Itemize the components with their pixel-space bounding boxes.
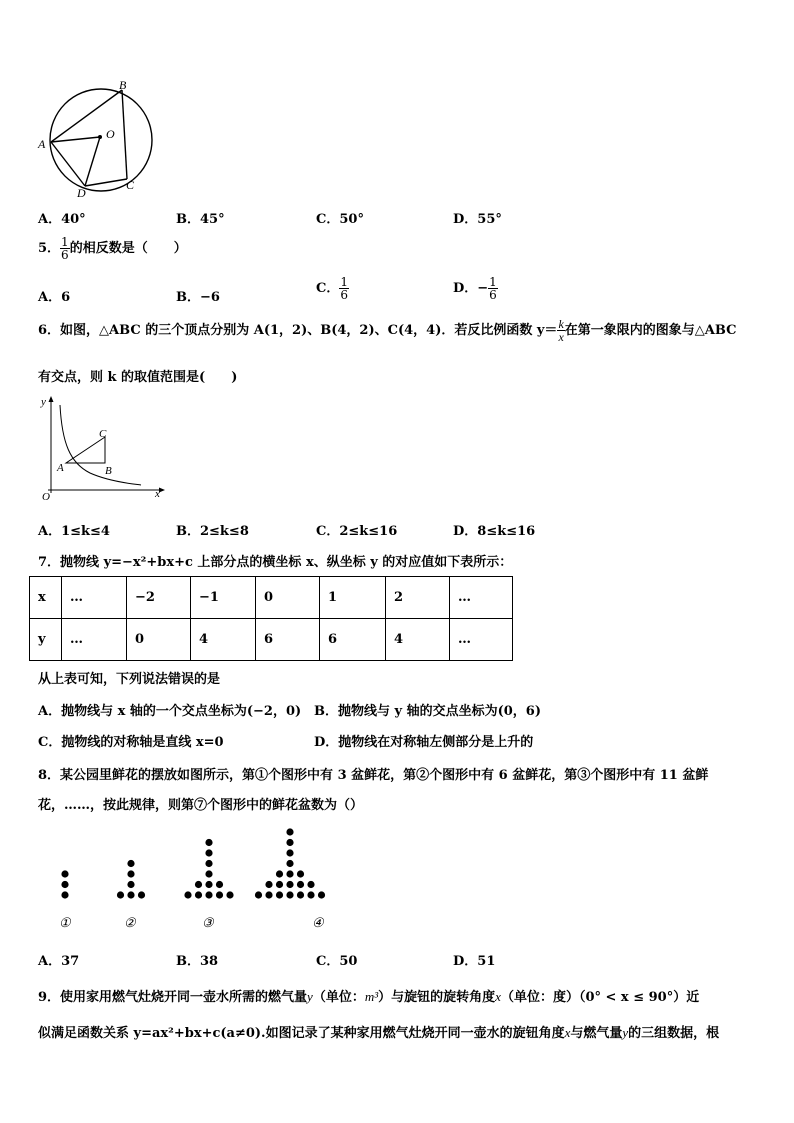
- flower-dot: [117, 891, 124, 898]
- label-c: C: [126, 178, 135, 192]
- table-cell: 2: [386, 577, 450, 619]
- label-d: D: [77, 186, 86, 200]
- flower-dot: [307, 891, 314, 898]
- flower-dot: [318, 891, 325, 898]
- flower-dots-figure: [40, 815, 350, 935]
- flower-dot: [276, 881, 283, 888]
- triangle-abc: [66, 437, 105, 463]
- label-b: B: [105, 465, 112, 477]
- flower-dot: [216, 881, 223, 888]
- flower-dot: [286, 891, 293, 898]
- segment-ob: [122, 90, 127, 179]
- figure-label-2: ②: [124, 915, 136, 930]
- flower-dot: [205, 891, 212, 898]
- label-o: O: [42, 491, 50, 503]
- q6-option-b[interactable]: B．2≤k≤8: [176, 524, 249, 539]
- label-y: y: [41, 396, 46, 408]
- q5-option-c[interactable]: C． $\frac{1}{6}$: [316, 275, 348, 302]
- label-a: A: [57, 462, 64, 474]
- flower-dot: [297, 891, 304, 898]
- table-cell: 6: [256, 619, 320, 661]
- q5-fraction: $\frac{1}{6}$: [61, 235, 69, 262]
- q4-option-d[interactable]: D．55°: [453, 212, 502, 227]
- flower-dot: [127, 891, 134, 898]
- table-cell: 1: [320, 577, 386, 619]
- label-x: x: [155, 488, 160, 500]
- q4-option-a[interactable]: A．40°: [38, 212, 86, 227]
- flower-dot: [61, 870, 68, 877]
- figure-label-1: ①: [59, 915, 71, 930]
- flower-dot: [195, 891, 202, 898]
- flower-dot: [265, 891, 272, 898]
- q7-option-a[interactable]: A．抛物线与 x 轴的一个交点坐标为(−2，0): [38, 704, 302, 719]
- flower-dot: [297, 870, 304, 877]
- q6-option-c[interactable]: C．2≤k≤16: [316, 524, 398, 539]
- q5-option-d[interactable]: D．− $\frac{1}{6}$: [453, 275, 497, 302]
- label-b: B: [119, 78, 127, 92]
- flower-dot: [205, 860, 212, 867]
- flower-dot: [276, 870, 283, 877]
- y-axis-arrow: [49, 396, 54, 402]
- radius-oa: [51, 137, 100, 142]
- hyperbola-curve: [60, 405, 141, 485]
- flower-dot: [226, 891, 233, 898]
- figure-label-4: ④: [312, 915, 324, 930]
- var-y: y: [307, 989, 313, 1004]
- circle-figure: [34, 76, 164, 201]
- q8-option-c[interactable]: C．50: [316, 954, 358, 969]
- q8-option-d[interactable]: D．51: [453, 954, 496, 969]
- figure-label-3: ③: [202, 915, 214, 930]
- x-axis-arrow: [159, 488, 165, 493]
- table-cell: 6: [320, 619, 386, 661]
- q5-option-a[interactable]: A．6: [38, 290, 71, 305]
- q7-option-b[interactable]: B．抛物线与 y 轴的交点坐标为(0，6): [314, 704, 541, 719]
- flower-dot: [286, 849, 293, 856]
- q5-number: 5．: [38, 241, 61, 256]
- table-cell: −1: [191, 577, 256, 619]
- var-y-2: y: [622, 1025, 629, 1040]
- question-9-line-2: 似满足函数关系 y=ax²+bx+c(a≠0).如图记录了某种家用燃气灶烧开同一壶水的旋钮角度x与燃气量y的三组数据，根: [38, 1025, 720, 1041]
- var-x-2: x: [564, 1025, 571, 1040]
- flower-dot: [127, 870, 134, 877]
- unit: m³: [364, 989, 379, 1004]
- q8-option-a[interactable]: A．37: [38, 954, 80, 969]
- flower-dot: [61, 891, 68, 898]
- value-table: [29, 576, 513, 661]
- table-cell: 4: [386, 619, 450, 661]
- question-6-line-1: 6．如图，△ABC 的三个顶点分别为 A(1，2)、B(4，2)、C(4，4)．若反比例函数 y＝ $\frac{k}{x}$ 在第一象限内的图象与△ABC: [38, 317, 737, 344]
- flower-dot: [286, 839, 293, 846]
- table-cell: …: [450, 577, 513, 619]
- q5-option-c-fraction: $\frac{1}{6}$: [340, 275, 348, 302]
- table-cell: y: [30, 619, 62, 661]
- flower-dot: [205, 839, 212, 846]
- var-x: x: [495, 989, 501, 1004]
- label-o: O: [106, 127, 115, 141]
- q8-option-b[interactable]: B．38: [176, 954, 219, 969]
- flower-dot: [297, 881, 304, 888]
- flower-dot: [184, 891, 191, 898]
- label-a: A: [38, 137, 46, 151]
- q6-option-a[interactable]: A．1≤k≤4: [38, 524, 110, 539]
- question-6-line-2: 有交点，则 k 的取值范围是( ): [38, 370, 238, 385]
- table-cell: −2: [127, 577, 191, 619]
- flower-dot: [286, 870, 293, 877]
- question-8-line-1: 8．某公园里鲜花的摆放如图所示，第①个图形中有 3 盆鲜花，第②个图形中有 6 盆鲜花，第③个图形中有 11 盆鲜: [38, 768, 709, 783]
- flower-dot: [205, 849, 212, 856]
- flower-dot: [195, 881, 202, 888]
- flower-dot: [138, 891, 145, 898]
- label-c: C: [99, 428, 107, 440]
- q6-option-d[interactable]: D．8≤k≤16: [453, 524, 536, 539]
- flower-dot: [286, 828, 293, 835]
- table-cell: …: [62, 577, 127, 619]
- table-cell: 0: [256, 577, 320, 619]
- q4-option-b[interactable]: B．45°: [176, 212, 225, 227]
- question-5: [38, 236, 187, 261]
- question-9-line-1: 9．使用家用燃气灶烧开同一壶水所需的燃气量y（单位：m³）与旋钮的旋转角度x（单位：度）（0° < x ≤ 90°）近: [38, 989, 700, 1005]
- q7-option-d[interactable]: D．抛物线在对称轴左侧部分是上升的: [314, 735, 534, 750]
- table-cell: …: [450, 619, 513, 661]
- flower-dot: [127, 860, 134, 867]
- table-cell: …: [62, 619, 127, 661]
- q7-after-text: 从上表可知，下列说法错误的是: [38, 672, 221, 687]
- flower-dot: [61, 881, 68, 888]
- question-7: 7．抛物线 y=−x²+bx+c 上部分点的横坐标 x、纵坐标 y 的对应值如下表所示：: [38, 555, 513, 570]
- flower-dot: [286, 881, 293, 888]
- flower-dot: [265, 881, 272, 888]
- q5-text: 的相反数是（ ）: [69, 241, 187, 256]
- center-point: [98, 135, 102, 139]
- flower-dot: [286, 860, 293, 867]
- table-row: [30, 619, 513, 661]
- q5-option-d-fraction: $\frac{1}{6}$: [489, 275, 497, 302]
- table-cell: 4: [191, 619, 256, 661]
- flower-dot: [255, 891, 262, 898]
- chord-dc: [85, 179, 127, 186]
- table-cell: x: [30, 577, 62, 619]
- table-cell: 0: [127, 619, 191, 661]
- graph-figure: [34, 393, 169, 505]
- table-row: [30, 577, 513, 619]
- flower-dots: [61, 828, 325, 898]
- q4-option-c[interactable]: C．50°: [316, 212, 364, 227]
- radius-od: [85, 137, 100, 186]
- q7-option-c[interactable]: C．抛物线的对称轴是直线 x=0: [38, 735, 224, 750]
- flower-dot: [127, 881, 134, 888]
- flower-dot: [307, 881, 314, 888]
- q5-option-b[interactable]: B．−6: [176, 290, 220, 305]
- flower-dot: [216, 891, 223, 898]
- q6-fraction: $\frac{k}{x}$: [558, 317, 564, 344]
- question-8-line-2: 花，……，按此规律，则第⑦个图形中的鲜花盆数为（）: [38, 798, 364, 813]
- flower-dot: [205, 870, 212, 877]
- flower-dot: [205, 881, 212, 888]
- flower-dot: [276, 891, 283, 898]
